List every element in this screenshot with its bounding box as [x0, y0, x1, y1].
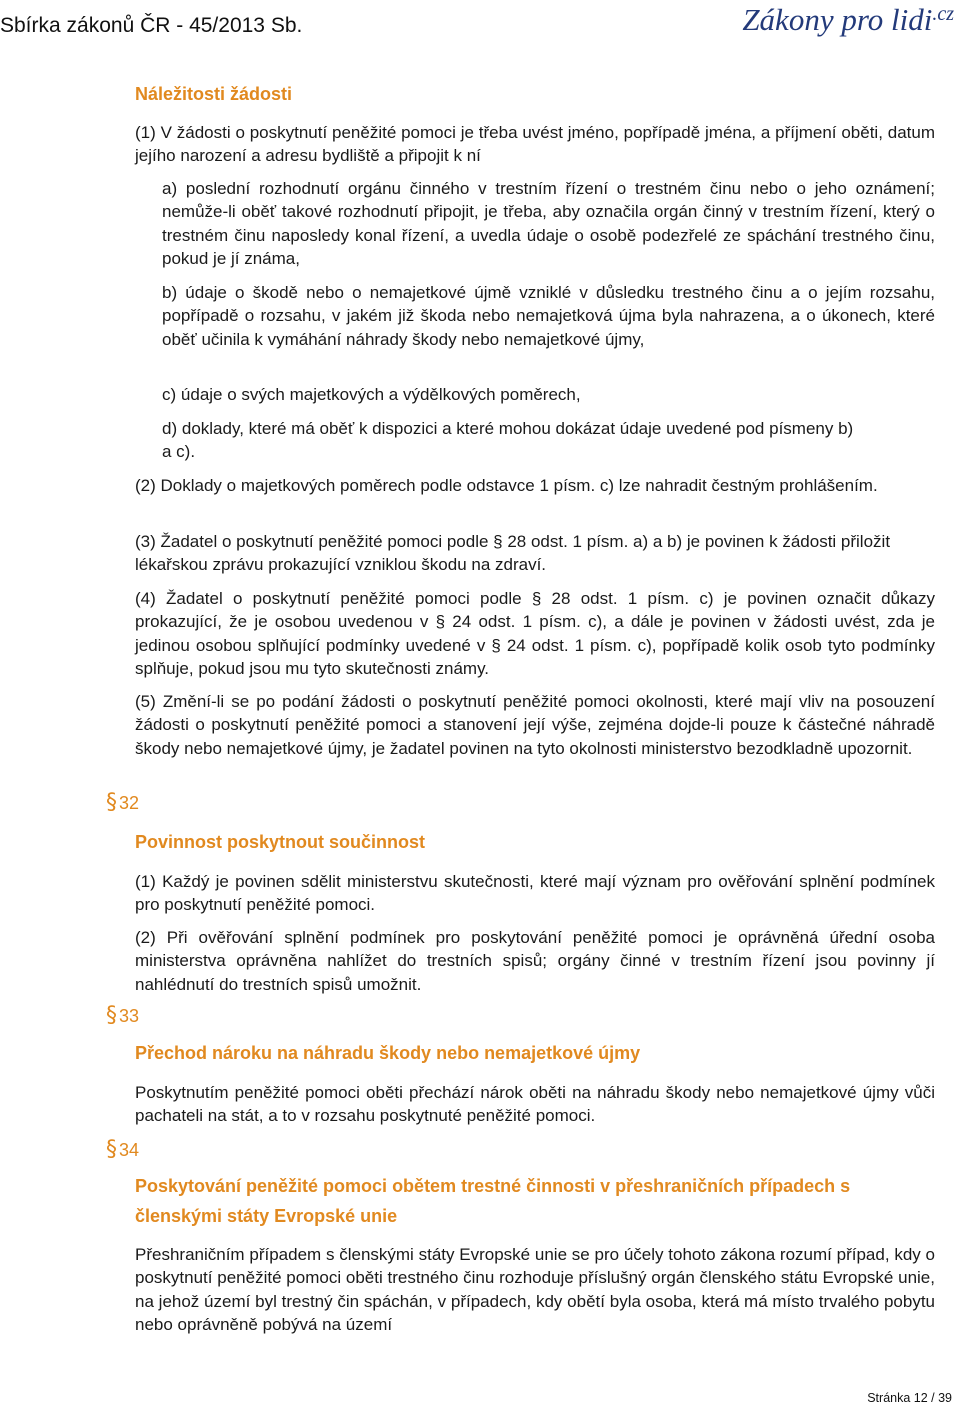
item-text: údaje o svých majetkových a výdělkových poměrech,: [180, 385, 581, 404]
site-logo[interactable]: [742, 2, 954, 38]
list-item-d: [162, 417, 862, 464]
list-item-b: [162, 281, 935, 351]
paragraph-text: Změní-li se po podání žádosti o poskytnutí peněžité pomoci okolnosti, které mají vliv na posouzení žádosti o poskytnutí peněžité pomoci a stanovení její výše, zejména dojde-li pouze k částečné náhradě škody nebo nemajetkové újmy, je žadatel povinen na tyto okolnosti ministerstvo bezodkladně upozornit.: [135, 692, 935, 758]
paragraph-31-2: [135, 474, 905, 497]
item-label: a): [162, 179, 178, 198]
list-item-a: [162, 177, 935, 271]
paragraph-number: (1): [135, 872, 156, 891]
item-text: údaje o škodě nebo o nemajetkové újmě vzniklé v důsledku trestného činu a o jejím rozsahu, popřípadě o rozsahu, v jakém již škoda nebo nemajetková újma byla nahrazena, a o úkonech, které oběť učinila k vymáhání náhrady škody nebo nemajetkové újmy,: [162, 283, 935, 349]
section-marker-34[interactable]: [106, 1137, 139, 1162]
section-number: 34: [119, 1140, 140, 1160]
item-label: b): [162, 283, 178, 302]
paragraph-text: Při ověřování splnění podmínek pro poskytování peněžité pomoci je oprávněná úřední osoba ministerstva oprávněna nahlížet do trestních spisů; orgány činné v trestním řízení jsou povinny jí nahlédnutí do trestních spisů umožnit.: [135, 928, 935, 994]
paragraph-32-2: [135, 926, 935, 996]
paragraph-text: Každý je povinen sdělit ministerstvu skutečnosti, které mají význam pro ověřování splnění podmínek pro poskytnutí peněžité pomoci.: [135, 872, 935, 915]
paragraph-31-3: [135, 530, 895, 577]
logo-suffix: .cz: [932, 3, 954, 25]
heading-nalezitosti-zadosti: Náležitosti žádosti: [135, 84, 293, 104]
section-symbol-icon: §: [106, 790, 117, 815]
section-number: 33: [119, 1006, 140, 1026]
list-item-c: [162, 383, 935, 406]
paragraph-number: (2): [135, 928, 156, 947]
paragraph-number: (4): [135, 589, 156, 608]
paragraph-number: (2): [135, 476, 156, 495]
paragraph-text: Přeshraničním případem s členskými státy Evropské unie se pro účely tohoto zákona rozumí případ, kdy o poskytnutí peněžité pomoci oběti trestného činu rozhoduje příslušný orgán členského státu Evropské unie, na jehož území byl trestný čin spáchán, v případech, kdy obětí byla osoba, která má místo trvalého pobytu nebo oprávněně pobývá na území: [135, 1245, 935, 1335]
paragraph-text: V žádosti o poskytnutí peněžité pomoci je třeba uvést jméno, popřípadě jména, a příjmení oběti, datum jejího narození a adresu bydliště a připojit k ní: [135, 123, 935, 166]
section-number: 32: [119, 793, 140, 813]
heading-povinnost-poskytnout-soucinnost: Povinnost poskytnout součinnost: [135, 832, 426, 852]
paragraph-text: Poskytnutím peněžité pomoci oběti přechází nárok oběti na náhradu škody nebo nemajetkové újmy vůči pachateli na stát, a to v rozsahu poskytnuté peněžité pomoci.: [135, 1083, 935, 1126]
page-number: Stránka 12 / 39: [867, 1391, 952, 1405]
paragraph-34: [135, 1243, 935, 1337]
section-symbol-icon: §: [106, 1003, 117, 1028]
item-label: c): [162, 385, 177, 404]
paragraph-31-4: [135, 587, 935, 681]
heading-prechod-naroku: Přechod nároku na náhradu škody nebo nemajetkové újmy: [135, 1043, 641, 1063]
document-title: Sbírka zákonů ČR - 45/2013 Sb.: [0, 14, 303, 37]
logo-text: Zákony pro lidi: [742, 2, 933, 37]
section-symbol-icon: §: [106, 1137, 117, 1162]
paragraph-number: (1): [135, 123, 156, 142]
heading-preshranicni-pripady-line2: členskými státy Evropské unie: [135, 1206, 398, 1226]
paragraph-31-5: [135, 690, 935, 760]
paragraph-33: [135, 1081, 935, 1128]
section-marker-33[interactable]: [106, 1003, 139, 1028]
paragraph-32-1: [135, 870, 935, 917]
section-marker-32[interactable]: [106, 790, 139, 815]
paragraph-number: (3): [135, 532, 156, 551]
paragraph-number: (5): [135, 692, 156, 711]
item-label: d): [162, 419, 178, 438]
heading-preshranicni-pripady-line1: Poskytování peněžité pomoci obětem trestné činnosti v přeshraničních případech s: [135, 1176, 851, 1196]
paragraph-text: Doklady o majetkových poměrech podle odstavce 1 písm. c) lze nahradit čestným prohlášením.: [160, 476, 878, 495]
item-text: poslední rozhodnutí orgánu činného v trestním řízení o trestném činu nebo o jeho oznámení; nemůže-li oběť takové rozhodnutí připojit, je třeba, aby označila orgán činný v trestním řízení, který o trestném činu naposledy konal řízení, a uvedla údaje o osobě podezřelé ze spáchání trestného činu, pokud je jí známa,: [162, 179, 935, 269]
paragraph-text: Žadatel o poskytnutí peněžité pomoci podle § 28 odst. 1 písm. c) je povinen označit důkazy prokazující, že je osobou uvedenou v § 24 odst. 1 písm. c), a dále je povinen v žádosti uvést, zda je jedinou osobou splňující podmínky uvedené v § 24 odst. 1 písm. c), popřípadě kolik osob tyto podmínky splňuje, pokud jsou mu tyto skutečnosti známy.: [135, 589, 935, 679]
paragraph-31-1: [135, 121, 935, 168]
item-text: doklady, které má oběť k dispozici a které mohou dokázat údaje uvedené pod písmeny b) a c).: [162, 419, 854, 462]
paragraph-text: Žadatel o poskytnutí peněžité pomoci podle § 28 odst. 1 písm. a) a b) je povinen k žádosti přiložit lékařskou zprávu prokazující vzniklou škodu na zdraví.: [135, 532, 891, 575]
